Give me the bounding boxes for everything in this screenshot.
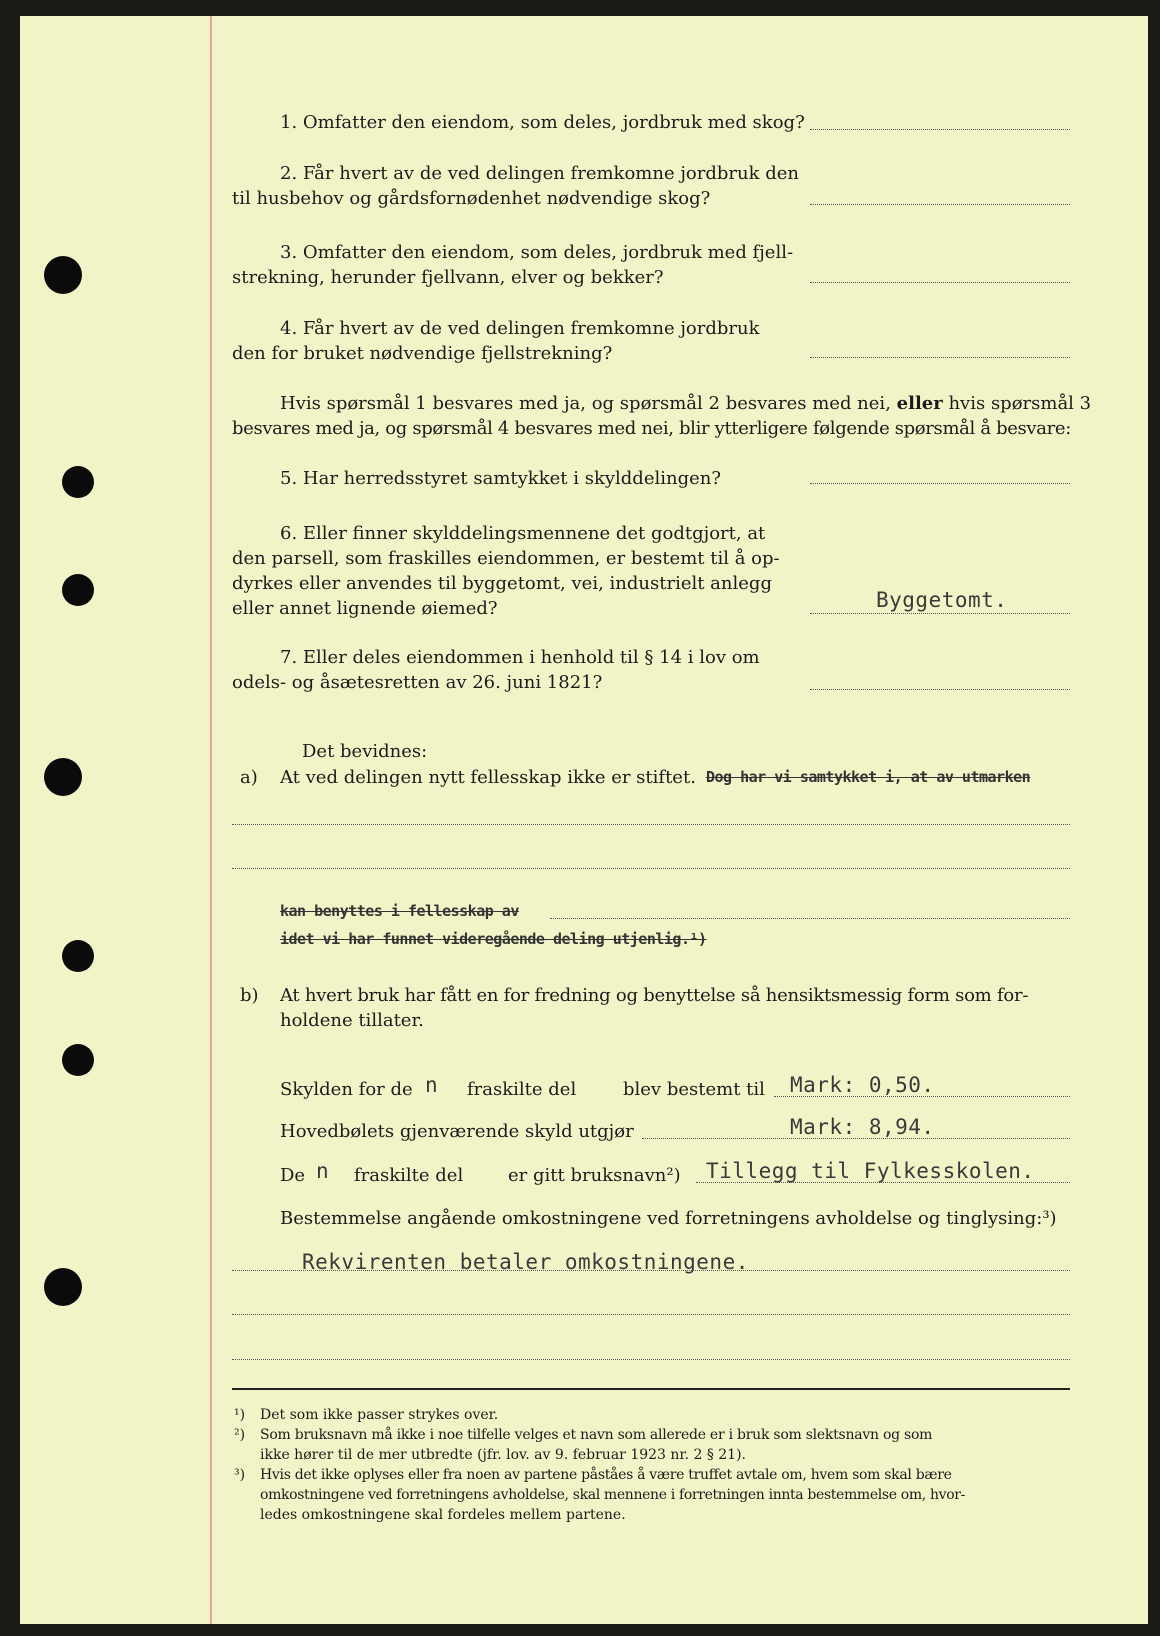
skyld-plural-n: n (425, 1073, 439, 1097)
binder-hole (62, 574, 94, 606)
question-4-line-2: den for bruket nødvendige fjellstrekning? (232, 343, 613, 364)
blank-line (232, 1359, 1070, 1360)
footnote-2-line-1: Som bruksnavn må ikke i noe tilfelle velges et navn som allerede er i bruk som slektsnavn og som (260, 1427, 933, 1443)
blank-line (232, 868, 1070, 869)
skyld-label-c: blev bestemt til (623, 1079, 765, 1100)
footnote-1-mark: ¹) (234, 1407, 246, 1423)
answer-line-3 (810, 282, 1070, 283)
struck-text-line-2: kan benyttes i fellesskap av (280, 902, 519, 920)
question-6-line-4: eller annet lignende øiemed? (232, 598, 498, 619)
binder-hole (62, 940, 94, 972)
certification-heading: Det bevidnes: (302, 741, 428, 762)
question-5: 5. Har herredsstyret samtykket i skylddelingen? (280, 468, 721, 489)
condition-line-1 (280, 391, 1091, 416)
item-b-line-1: At hvert bruk har fått en for fredning og benyttelse så hensiktsmessig form som for- (280, 985, 1029, 1006)
blank-line (232, 1314, 1070, 1315)
question-4-line-1: 4. Får hvert av de ved delingen fremkomne jordbruk (280, 318, 760, 339)
question-2-line-2: til husbehov og gårdsfornødenhet nødvendige skog? (232, 188, 711, 209)
question-6-answer: Byggetomt. (876, 588, 1008, 612)
footnote-2-line-2: ikke hører til de mer utbredte (jfr. lov. av 9. februar 1923 nr. 2 § 21). (260, 1447, 747, 1463)
skyld-value: Mark: 0,50. (790, 1073, 935, 1097)
condition-bold-eller: eller (896, 393, 943, 414)
item-b-line-2: holdene tillater. (280, 1010, 424, 1031)
hovedbol-value: Mark: 8,94. (790, 1115, 935, 1139)
item-a-label: a) (240, 767, 258, 788)
question-3-line-2: strekning, herunder fjellvann, elver og bekker? (232, 267, 664, 288)
footnote-rule (232, 1388, 1070, 1390)
question-6-line-1: 6. Eller finner skylddelingsmennene det godtgjort, at (280, 523, 766, 544)
condition-line-2: besvares med ja, og spørsmål 4 besvares med nei, blir ytterligere følgende spørsmål å besvare: (232, 418, 1071, 439)
bruksnavn-label-b: fraskilte del (354, 1165, 464, 1186)
cost-value: Rekvirenten betaler omkostningene. (302, 1250, 749, 1274)
hovedbol-label: Hovedbølets gjenværende skyld utgjør (280, 1121, 634, 1142)
condition-text-a: Hvis spørsmål 1 besvares med ja, og spørsmål 2 besvares med nei, (280, 393, 891, 414)
skyld-label-a: Skylden for de (280, 1079, 413, 1100)
footnote-3-mark: ³) (234, 1467, 246, 1483)
cost-label: Bestemmelse angående omkostningene ved forretningens avholdelse og tinglysing:³) (280, 1208, 1057, 1229)
item-a-text: At ved delingen nytt fellesskap ikke er stiftet. (280, 767, 696, 788)
bruksnavn-label-c: er gitt bruksnavn²) (508, 1165, 681, 1186)
footnote-1: Det som ikke passer strykes over. (260, 1407, 499, 1423)
footnote-3-line-2: omkostningene ved forretningens avholdelse, skal mennene i forretningen innta bestemmelse om, hvor- (260, 1487, 966, 1503)
answer-line-2 (810, 204, 1070, 205)
binder-hole (44, 256, 82, 294)
bruksnavn-plural-n: n (316, 1159, 330, 1183)
margin-line (210, 16, 212, 1624)
binder-hole (62, 1044, 94, 1076)
answer-line-6 (810, 613, 1070, 614)
binder-hole (62, 466, 94, 498)
footnote-3-line-1: Hvis det ikke oplyses eller fra noen av partene påståes å være truffet avtale om, hvem som skal bære (260, 1467, 952, 1483)
answer-line-5 (810, 483, 1070, 484)
bruksnavn-value: Tillegg til Fylkesskolen. (706, 1159, 1035, 1183)
question-6-line-3: dyrkes eller anvendes til byggetomt, vei, industrielt anlegg (232, 573, 772, 594)
condition-text-b: hvis spørsmål 3 (948, 393, 1092, 414)
question-7-line-2: odels- og åsætesretten av 26. juni 1821? (232, 672, 603, 693)
answer-line-7 (810, 689, 1070, 690)
cost-line (232, 1270, 1070, 1271)
blank-line (550, 918, 1070, 919)
document-page (20, 16, 1148, 1624)
footnote-2-mark: ²) (234, 1427, 246, 1443)
bruksnavn-label-a: De (280, 1165, 306, 1186)
struck-text-line-3: idet vi har funnet videregående deling utjenlig.¹) (280, 930, 707, 948)
skyld-label-b: fraskilte del (467, 1079, 577, 1100)
question-7-line-1: 7. Eller deles eiendommen i henhold til § 14 i lov om (280, 647, 760, 668)
struck-text-line-1: Dog har vi samtykket i, at av utmarken (706, 768, 1031, 786)
question-1: 1. Omfatter den eiendom, som deles, jordbruk med skog? (280, 112, 805, 133)
binder-hole (44, 758, 82, 796)
answer-line-1 (810, 129, 1070, 130)
question-2-line-1: 2. Får hvert av de ved delingen fremkomne jordbruk den (280, 163, 799, 184)
question-3-line-1: 3. Omfatter den eiendom, som deles, jordbruk med fjell- (280, 242, 794, 263)
binder-hole (44, 1268, 82, 1306)
answer-line-4 (810, 357, 1070, 358)
blank-line (232, 824, 1070, 825)
footnote-3-line-3: ledes omkostningene skal fordeles mellem partene. (260, 1507, 626, 1523)
item-b-label: b) (240, 985, 259, 1006)
question-6-line-2: den parsell, som fraskilles eiendommen, er bestemt til å op- (232, 548, 780, 569)
